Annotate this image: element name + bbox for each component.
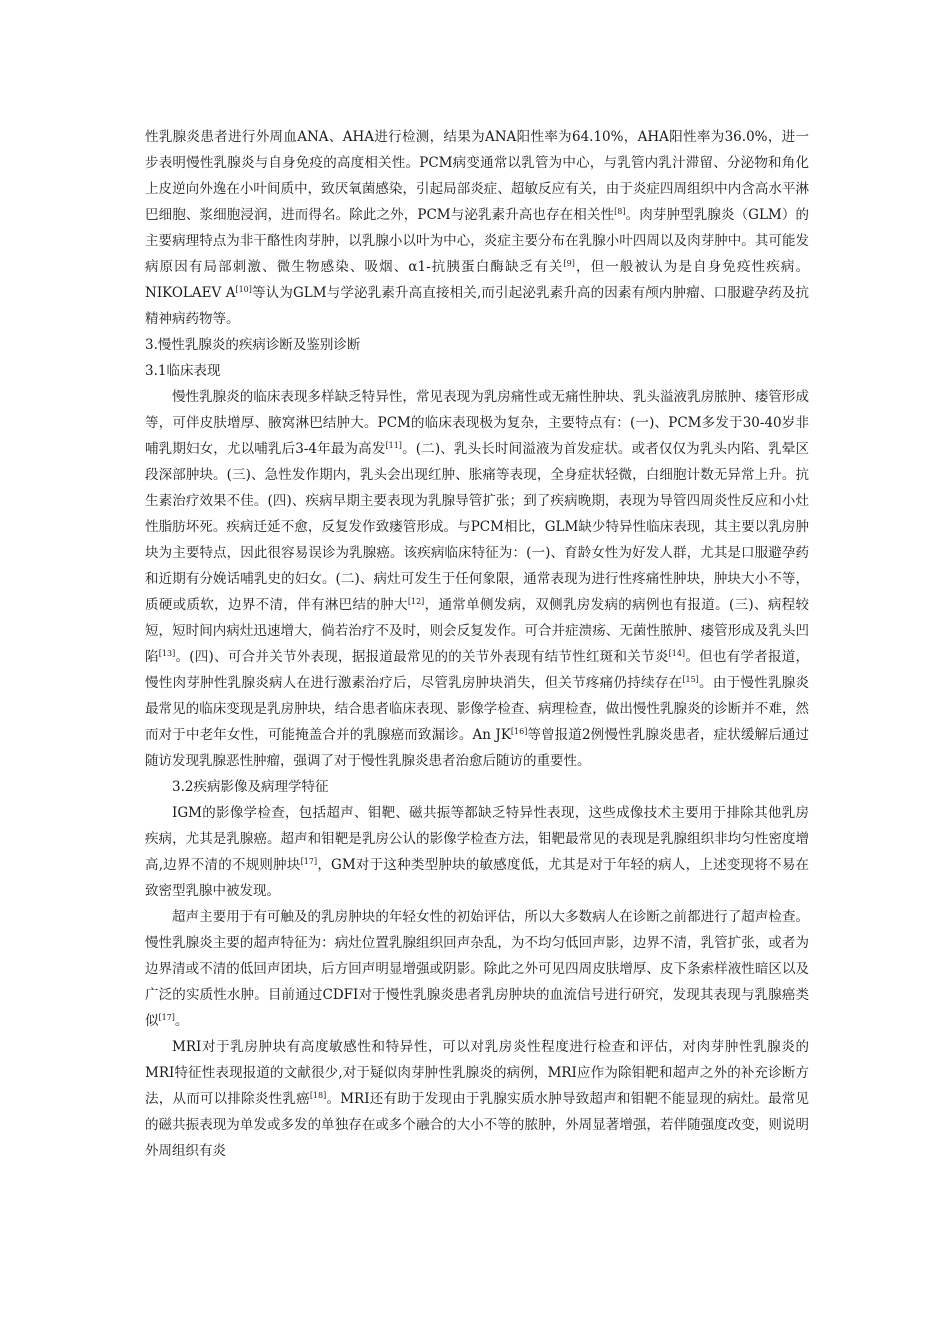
text-run: 。MRI还有助于发现由于乳腺实质水肿导致超声和钼靶不能显现的病灶。最常见的磁共振表现为单发或多发的单独存在或多个融合的大小不等的脓肿，外周显著增强，若伴随强度改变，则说明外周组织有炎 (145, 1091, 809, 1159)
citation-ref: [9] (563, 259, 575, 268)
citation-ref: [14] (668, 649, 686, 658)
text-run: ，GM对于这种类型肿块的敏感度低，尤其是对于年轻的病人，上述变现将不易在致密型乳腺中被发现。 (145, 857, 810, 899)
body-paragraph (145, 800, 809, 904)
section-heading (145, 774, 809, 800)
text-run: 超声主要用于有可触及的乳房肿块的年轻女性的初始评估，所以大多数病人在诊断之前都进行了超声检查。慢性乳腺炎主要的超声特征为：病灶位置乳腺组织回声杂乱，为不均匀低回声影，边界不清，乳管扩张，或者为边界清或不清的低回声团块，后方回声明显增强或阴影。除此之外可见四周皮肤增厚、皮下条索样液性暗区以及广泛的实质性水肿。目前通过CDFI对于慢性乳腺炎患者乳房肿块的血流信号进行研究，发现其表现与乳腺癌类似 (145, 909, 809, 1029)
citation-ref: [15] (682, 675, 699, 684)
document-page (145, 124, 809, 1164)
text-run: IGM的影像学检查，包括超声、钼靶、磁共振等都缺乏特异性表现，这些成像技术主要用于排除其他乳房疾病，尤其是乳腺癌。超声和钼靶是乳房公认的影像学检查方法，钼靶最常见的表现是乳腺组织非均匀性密度增高,边界不清的不规则肿块 (145, 805, 809, 873)
citation-ref: [16] (510, 727, 528, 736)
text-run: 。但也有学者报道，慢性肉芽肿性乳腺炎病人在进行激素治疗后，尽管乳房肿块消失，但关节疼痛仍持续存在 (145, 649, 810, 691)
section-heading (145, 358, 809, 384)
text-run: 。(四)、可合并关节外表现，据报道最常见的的关节外表现有结节性红斑和关节炎 (175, 649, 669, 665)
body-paragraph (145, 904, 809, 1034)
text-run: 3.2疾病影像及病理学特征 (172, 779, 329, 795)
citation-ref: [11] (385, 441, 402, 450)
text-run: ，但一般被认为是自身免疫性疾病。NIKOLAEV A (145, 259, 809, 301)
body-paragraph (145, 1034, 809, 1164)
text-run: 性乳腺炎患者进行外周血ANA、AHA进行检测，结果为ANA阳性率为64.10%，AHA阳性率为36.0%，进一步表明慢性乳腺炎与自身免疫的高度相关性。PCM病变通常以乳管为中心，与乳管内乳汁滞留、分泌物和角化上皮逆向外逸在小叶间质中，致厌氧菌感染，引起局部炎症、超敏反应有关，由于炎症四周组织中内含高水平淋巴细胞、浆细胞浸润，进而得名。除此之外，PCM与泌乳素升高也存在相关性 (145, 129, 809, 223)
body-paragraph (145, 384, 809, 774)
text-run: 3.慢性乳腺炎的疾病诊断及鉴别诊断 (145, 337, 361, 353)
text-run: 等认为GLM与学泌乳素升高直接相关,而引起泌乳素升高的因素有颅内肿瘤、口服避孕药及抗精神病药物等。 (145, 285, 809, 327)
text-run: 。(二)、乳头长时间溢液为首发症状。或者仅仅为乳头内陷、乳晕区段深部肿块。(三)、急性发作期内，乳头会出现红肿、胀痛等表现，全身症状轻微，白细胞计数无异常上升。抗生素治疗效果不佳。(四)、疾病早期主要表现为乳腺导管扩张；到了疾病晚期，表现为导管四周炎性反应和小灶性脂肪坏死。疾病迁延不愈，反复发作致瘘管形成。与PCM相比，GLM缺少特异性临床表现，其主要以乳房肿块为主要特点，因此很容易误诊为乳腺癌。该疾病临床特征为：(一)、育龄女性为好发人群，尤其是口服避孕药和近期有分娩话哺乳史的妇女。(二)、病灶可发生于任何象限，通常表现为进行性疼痛性肿块，肿块大小不等，质硬或质软，边界不清，伴有淋巴结的肿大 (145, 441, 809, 613)
citation-ref: [10] (235, 285, 252, 294)
text-run: 。肉芽肿型乳腺炎（GLM）的主要病理特点为非干酪性肉芽肿，以乳腺小以叶为中心，炎症主要分布在乳腺小叶四周以及肉芽肿中。其可能发病原因有局部刺激、微生物感染、吸烟、α1-抗胰蛋白酶缺乏有关 (145, 207, 809, 275)
citation-ref: [17] (300, 857, 318, 866)
text-run: MRI对于乳房肿块有高度敏感性和特异性，可以对乳房炎性程度进行检查和评估，对肉芽肿性乳腺炎的MRI特征性表现报道的文献很少,对于疑似肉芽肿性乳腺炎的病例，MRI应作为除钼靶和超声之外的补充诊断方法，从而可以排除炎性乳癌 (145, 1039, 809, 1107)
citation-ref: [12] (407, 597, 425, 606)
citation-ref: [8] (614, 207, 626, 216)
citation-ref: [18] (309, 1091, 327, 1100)
section-heading (145, 332, 809, 358)
text-run: 慢性乳腺炎的临床表现多样缺乏特异性，常见表现为乳房痛性或无痛性肿块、乳头溢液乳房脓肿、瘘管形成等，可伴皮肤增厚、腋窝淋巴结肿大。PCM的临床表现极为复杂，主要特点有：(一)、PCM多发于30-40岁非哺乳期妇女，尤以哺乳后3-4年最为高发 (145, 389, 809, 457)
text-run: 。由于慢性乳腺炎最常见的临床变现是乳房肿块，结合患者临床表现、影像学检查、病理检查，做出慢性乳腺炎的诊断并不难，然而对于中老年女性，可能掩盖合并的乳腺癌而致漏诊。An JK (145, 675, 810, 743)
text-run: ，通常单侧发病，双侧乳房发病的病例也有报道。(三)、病程较短，短时间内病灶迅速增大，倘若治疗不及时，则会反复发作。可合并症溃疡、无菌性脓肿、瘘管形成及乳头凹陷 (145, 597, 809, 665)
citation-ref: [13] (158, 649, 176, 658)
citation-ref: [17] (158, 1013, 175, 1022)
body-paragraph (145, 124, 809, 332)
text-run: 。 (174, 1013, 189, 1029)
text-run: 3.1临床表现 (145, 363, 221, 379)
text-run: 等曾报道2例慢性乳腺炎患者，症状缓解后通过随访发现乳腺恶性肿瘤，强调了对于慢性乳腺炎患者治愈后随访的重要性。 (145, 727, 809, 769)
